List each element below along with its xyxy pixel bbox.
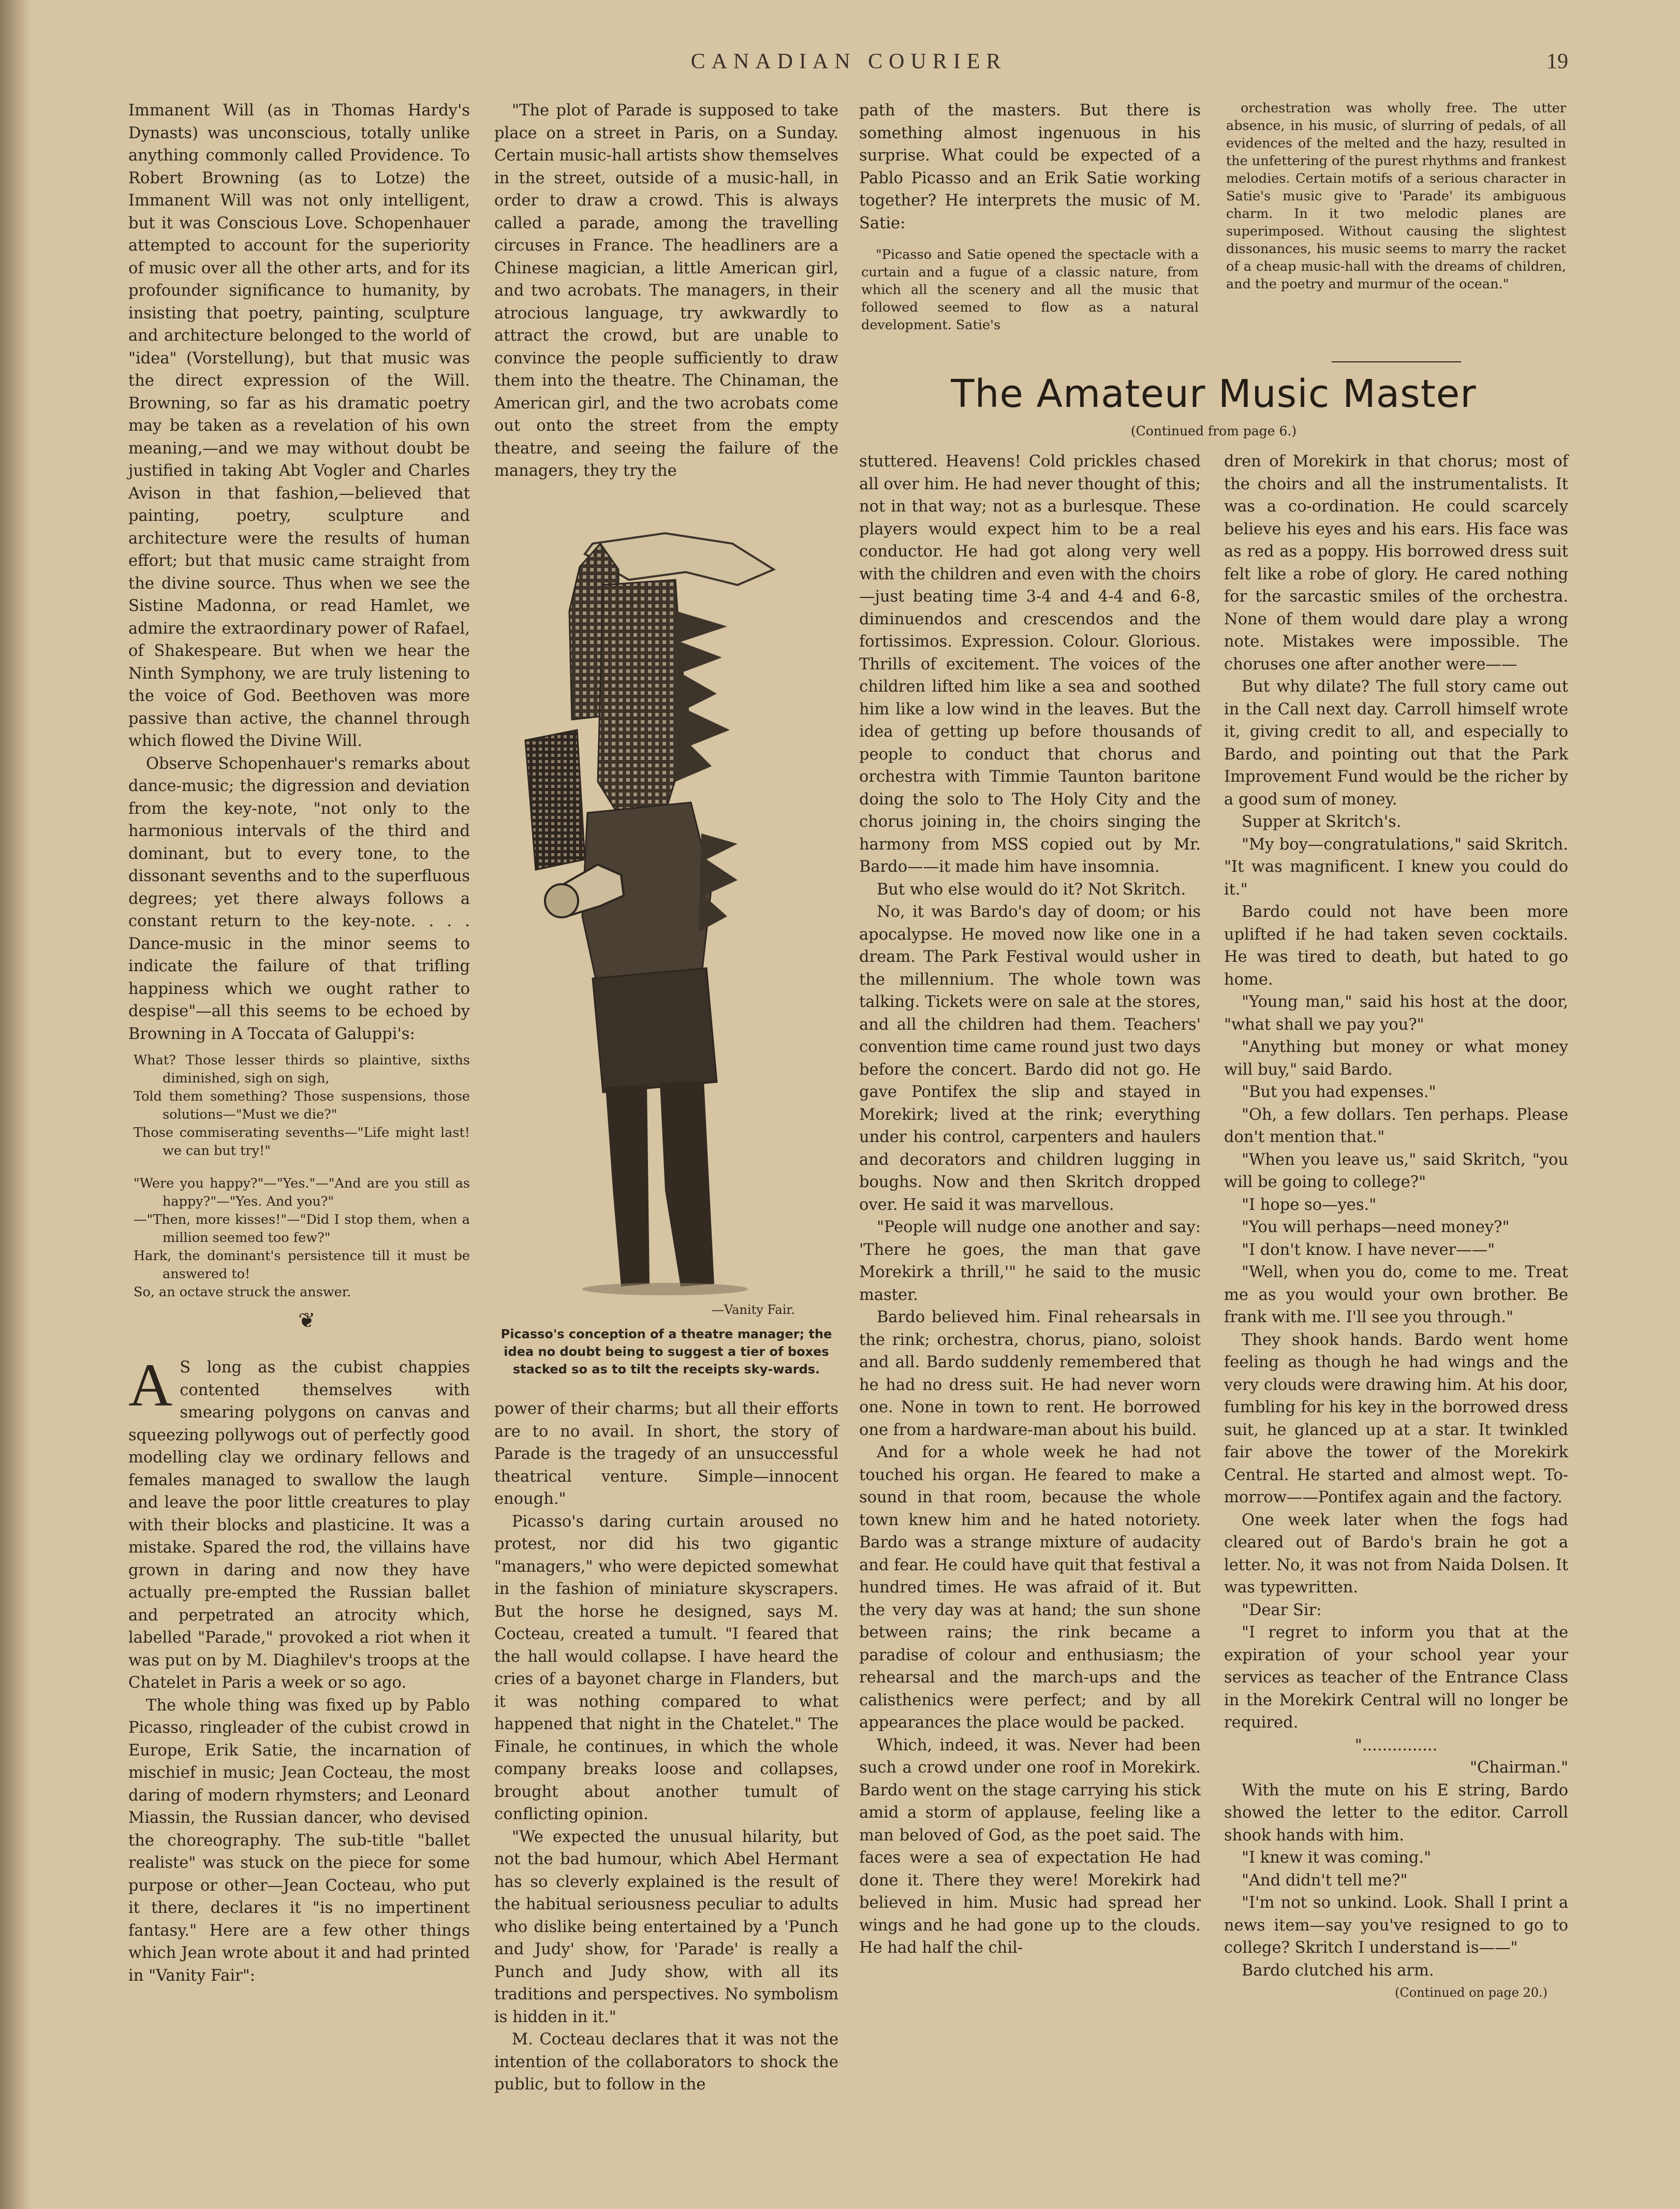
- paragraph-text: S long as the cubist chappies contented themselves with smearing polygons on canvas and squeezing pollywogs out of perfectly good modelling clay we ordinary fellows and females managed to swallow the laugh and leave the poor little creatures to play with their blocks and plasticine. It was a mistake. Spared the rod, the villains have grown in daring and now they have actually pre-empted the Russian ballet and perpetrated an atrocity which, labelled "Parade," provoked a riot when it was put on by M. Diaghilev's troops at the Chatelet in Paris a week or so ago.: [128, 1358, 470, 1692]
- paragraph: "The plot of Parade is supposed to take place on a street in Paris, on a Sunday. Certain music-hall artists show themselves in the street, outside of a music-hall, in order to draw a crowd. This is always called a parade, among the travelling circuses in France. The headliners are a Chinese magician, a little American girl, and two acrobats. The managers, in their atrocious language, try awkwardly to attract the crowd, but are unable to convince the people sufficiently to draw them into the theatre. The Chinaman, the American girl, and the two acrobats come out onto the street from the empty theatre, and seeing the failure of the managers, they try the: [494, 101, 838, 480]
- paragraph: One week later when the fogs had cleared out of Bardo's brain he got a letter. No, it was not from Naida Dolsen. It was typewritten.: [1224, 1511, 1568, 1597]
- poem-line: —"Then, more kisses!"—"Did I stop them, when a million seemed too few?": [134, 1212, 470, 1246]
- paragraph: "Dear Sir:: [1242, 1601, 1322, 1619]
- article1-column-4: [1224, 99, 1568, 295]
- section-divider: [1224, 361, 1568, 362]
- paragraph: Bardo believed him. Final rehearsals in the rink; orchestra, chorus, piano, soloist and all. Bardo suddenly remembered that he had no dress suit. He had never worn one. None in town to rent. He borrowed one from a hardware-man about his build.: [859, 1308, 1201, 1439]
- poem-line: "Were you happy?"—"Yes."—"And are you still as happy?"—"Yes. And you?": [134, 1176, 470, 1209]
- paragraph: "But you had expenses.": [1242, 1083, 1436, 1101]
- article1-column-1-lower: [128, 1351, 470, 1987]
- paragraph: Which, indeed, it was. Never had been such a crowd under one roof in Morekirk. Bardo went on the stage carrying his stick amid a storm of applause, feeling like a man beloved of God, as the poet said. The faces were a sea of expectation He had done it. There they were! Morekirk had believed in him. Music had spread her wings and he had gone up to the clouds. He had half the chil-: [859, 1736, 1201, 1957]
- paragraph: "My boy—congratulations," said Skritch. "It was magnificent. I knew you could do it.": [1224, 835, 1568, 899]
- paragraph: "I hope so—yes.": [1242, 1195, 1377, 1214]
- paragraph: They shook hands. Bardo went home feeling as though he had wings and the very clouds were drawing him. At his door, fumbling for his key in the borrowed dress suit, he glanced up at a star. It twinkled fair above the tower of the Morekirk Central. He started and almost wept. To-morrow——Pontifex again and the factory.: [1224, 1330, 1568, 1506]
- paragraph: Bardo clutched his arm.: [1242, 1961, 1434, 1980]
- paragraph: But why dilate? The full story came out in the Call next day. Carroll himself wrote it, giving credit to all, and especially to Bardo, and pointing out that the Park Improvement Fund would be the richer by a good sum of money.: [1224, 678, 1568, 809]
- cubist-figure-drawing: [494, 523, 838, 1299]
- picasso-manager-illustration: [494, 523, 838, 1310]
- paragraph: "Oh, a few dollars. Ten perhaps. Please don't mention that.": [1224, 1105, 1568, 1146]
- paragraph: [128, 1351, 470, 1694]
- poem-line: What? Those lesser thirds so plaintive, sixths diminished, sigh on sigh,: [134, 1052, 470, 1086]
- section-ornament: ❦: [298, 1309, 316, 1333]
- paragraph: path of the masters. But there is something almost ingenuous in his surprise. What could be expected of a Pablo Picasso and an Erik Satie working together? He interprets the music of M. Satie:: [859, 101, 1201, 232]
- poem-line: Those commiserating sevenths—"Life might last! we can but try!": [134, 1125, 470, 1159]
- article1-column-1: [128, 99, 470, 1308]
- poem-stanza-1: [134, 1051, 470, 1160]
- paragraph: And for a whole week he had not touched his organ. He feared to make a sound in that room, because the whole town knew him and he hated notoriety. Bardo was a strange mixture of audacity and fear. He could have quit that festival a hundred times. He was afraid of it. But the very day was at hand; the sun shone between rains; the rink became a paradise of colour and enthusiasm; the rehearsal and the march-ups and the calisthenics were perfect; and by all appearances the place would be packed.: [859, 1443, 1201, 1732]
- poem-stanza-2: [134, 1175, 470, 1301]
- paragraph: Picasso's daring curtain aroused no protest, nor did his two gigantic "managers," who were depicted somewhat in the fashion of miniature skyscrapers. But the horse he designed, says M. Cocteau, created a tumult. "I feared that the hall would collapse. I have heard the cries of a bayonet charge in Flanders, but it was nothing compared to what happened that night in the Chatelet." The Finale, he continues, in which the whole company breaks loose and collapses, brought about another tumult of conflicting opinion.: [494, 1512, 838, 1823]
- paragraph: Bardo could not have been more uplifted if he had taken seven cocktails. He was tired to death, but hated to go home.: [1224, 903, 1568, 989]
- paragraph: Immanent Will (as in Thomas Hardy's Dynasts) was unconscious, totally unlike anything commonly called Providence. To Robert Browning (as to Lotze) the Immanent Will was not only intelligent, but it was Conscious Love. Schopenhauer attempted to account for the superiority of music over all the other arts, and for its profounder significance to humanity, by insisting that poetry, painting, sculpture and architecture belonged to the world of "idea" (Vorstellung), but that music was the direct expression of the Will. Browning, so far as his dramatic poetry may be taken as a revelation of his own meaning,—and we may without doubt be justified in taking Abt Vogler and Charles Avison in that fashion,—believed that painting, poetry, sculpture and architecture were the results of human effort; but that music came straight from the divine source. Thus when we see the Sistine Madonna, or read Hamlet, we admire the extraordinary power of Rafael, of Shakespeare. But when we hear the Ninth Symphony, we are truly listening to the voice of God. Beethoven was more passive than active, the channel through which flowed the Divine Will.: [128, 101, 470, 750]
- article1-column-2-lower: [494, 1398, 838, 2096]
- paragraph: "You will perhaps—need money?": [1242, 1218, 1510, 1236]
- paragraph: Observe Schopenhauer's remarks about dance-music; the digression and deviation from the key-note, "not only to the harmonious intervals of the third and dominant, but to every tone, to the dissonant sevenths and to the superfluous degrees; yet there always follows a constant return to the key-note. . . . Dance-music in the minor seems to indicate the failure of that trifling happiness which we ought rather to despise"—all this seems to be echoed by Browning in A Toccata of Galuppi's:: [128, 754, 470, 1043]
- paragraph: "...............: [1354, 1736, 1438, 1754]
- paragraph: "I regret to inform you that at the expiration of your school year your services as teacher of the Entrance Class in the Morekirk Central will no longer be required.: [1224, 1623, 1568, 1732]
- paragraph: But who else would do it? Not Skritch.: [877, 880, 1186, 899]
- continued-from-note: (Continued from page 6.): [1130, 423, 1297, 438]
- paragraph: "I don't know. I have never——": [1242, 1240, 1495, 1259]
- quote-text: "Picasso and Satie opened the spectacle with a curtain and a fugue of a classic nature, from which all the scenery and all the music that followed seemed to flow as a natural development. Satie's: [861, 247, 1199, 333]
- poem-line: Hark, the dominant's persistence till it must be answered to!: [134, 1248, 470, 1282]
- paragraph: "When you leave us," said Skritch, "you will be going to college?": [1224, 1150, 1568, 1191]
- paragraph: dren of Morekirk in that chorus; most of the choirs and all the instrumentalists. It was a co-ordination. He could scarcely believe his eyes and his ears. His face was as red as a poppy. His borrowed dress suit felt like a robe of glory. He cared nothing for the sarcastic smiles of the orchestra. None of them would dare play a wrong note. Mistakes were impossible. The choruses one after another were——: [1224, 452, 1568, 674]
- paragraph: "Chairman.": [1470, 1759, 1568, 1777]
- masthead: CANADIAN COURIER: [690, 50, 1007, 74]
- poem-line: So, an octave struck the answer.: [134, 1284, 351, 1300]
- page-header: [0, 49, 1680, 80]
- paragraph: No, it was Bardo's day of doom; or his apocalypse. He moved now like one in a dream. The Park Festival would usher in the millennium. The whole town was talking. Tickets were on sale at the stores, and all the children had them. Teachers' convention time came round just two days before the concert. Bardo did not go. He gave Pontifex the slip and stayed in Morekirk; lived at the rink; everything under his control, carpenters and haulers and decorators and children lugging in boughs. Now and then Skritch dropped over. He said it was marvellous.: [859, 903, 1201, 1214]
- article-headline: The Amateur Music Master: [951, 372, 1477, 416]
- paragraph: "Well, when you do, come to me. Treat me as you would your own brother. Be frank with me. I'll see you through.": [1224, 1263, 1568, 1326]
- paragraph: The whole thing was fixed up by Pablo Picasso, ringleader of the cubist crowd in Europe, Erik Satie, the incarnation of mischief in music; Jean Cocteau, the most daring of modern rhymsters; and Leonard Miassin, the Russian dancer, who devised the choreography. The sub-title "ballet realiste" was stuck on the piece for some purpose or other—Jean Cocteau, who put it there, declares it "is no impertinent fantasy." Here are a few other things which Jean wrote about it and had printed in "Vanity Fair":: [128, 1696, 470, 1985]
- paragraph: "We expected the unusual hilarity, but not the bad humour, which Abel Hermant has so cleverly explained is the result of the habitual seriousness peculiar to adults who dislike being entertained by a 'Punch and Judy' show, for 'Parade' is really a Punch and Judy show, with all its traditions and perspectives. No symbolism is hidden in it.": [494, 1827, 838, 2026]
- block-quote: [861, 246, 1199, 334]
- continued-on-note: (Continued on page 20.): [1395, 1985, 1548, 2000]
- paragraph: "I'm not so unkind. Look. Shall I print a news item—say you've resigned to go to college? Skritch I understand is——": [1224, 1894, 1568, 1957]
- paragraph: "I knew it was coming.": [1242, 1849, 1432, 1867]
- paragraph: With the mute on his E string, Bardo showed the letter to the editor. Carroll shook hands with him.: [1224, 1781, 1568, 1845]
- paragraph: Supper at Skritch's.: [1242, 813, 1402, 831]
- article2-column-4: [1224, 450, 1568, 2005]
- article1-column-3: [859, 99, 1201, 336]
- paragraph: power of their charms; but all their efforts are to no avail. In short, the story of Parade is the tragedy of an unsuccessful theatrical venture. Simple—innocent enough.": [494, 1400, 838, 1508]
- poem-line: Told them something? Those suspensions, those solutions—"Must we die?": [134, 1089, 470, 1122]
- paragraph: "People will nudge one another and say: 'There he goes, the man that gave Morekirk a thrill,'" he said to the music master.: [859, 1218, 1201, 1304]
- paragraph: "And didn't tell me?": [1242, 1871, 1408, 1890]
- paragraph: "Anything but money or what money will buy," said Bardo.: [1224, 1038, 1568, 1079]
- paragraph: M. Cocteau declares that it was not the intention of the collaborators to shock the public, but to follow in the: [494, 2030, 838, 2094]
- article2-column-3: [859, 450, 1201, 1959]
- paragraph: stuttered. Heavens! Cold prickles chased all over him. He had never thought of this; not in that way; not as a burlesque. These players would expect him to be a real conductor. He had got along very well with the children and even with the choirs—just beating time 3-4 and 4-4 and 6-8, diminuendos and crescendos and the fortissimos. Expression. Colour. Glorious. Thrills of excitement. The voices of the children lifted him like a sea and soothed him like a low wind in the leaves. But the idea of getting up before thousands of people to conduct that chorus and orchestra with Timmie Taunton baritone doing the solo to The Holy City and the chorus joining in, the choirs singing the harmony from MSS copied out by Mr. Bardo——it made him have insomnia.: [859, 452, 1201, 876]
- illustration-caption: Picasso's conception of a theatre manager; the idea no doubt being to suggest a tier of boxes stacked so as to tilt the receipts sky-wards.: [500, 1327, 832, 1377]
- article1-column-2: [494, 99, 838, 482]
- page-number: 19: [1546, 50, 1568, 74]
- block-quote: [1226, 99, 1566, 293]
- illustration-credit: —Vanity Fair.: [712, 1303, 795, 1317]
- drop-cap: A: [128, 1351, 173, 1419]
- quote-text: orchestration was wholly free. The utter absence, in his music, of slurring of pedals, of all evidences of the melted and the hazy, resulted in the unfettering of the purest rhythms and frankest melodies. Certain motifs of a serious character in Satie's music give to 'Parade' its ambiguous charm. In it two melodic planes are superimposed. Without causing the slightest dissonances, his music seems to marry the racket of a cheap music-hall with the dreams of children, and the poetry and murmur of the ocean.": [1226, 100, 1566, 292]
- page-binding-edge: [0, 0, 31, 2209]
- paragraph: "Young man," said his host at the door, "what shall we pay you?": [1224, 993, 1568, 1034]
